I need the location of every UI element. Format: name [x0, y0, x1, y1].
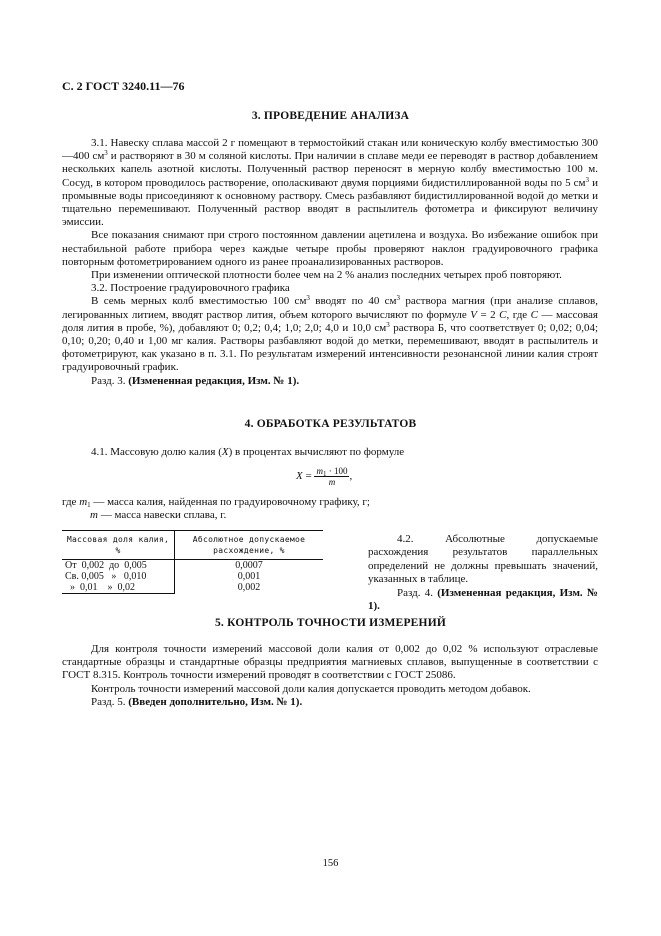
- paragraph-4-2: 4.2. Абсолютные допускаемые расхождения результатов параллельных определений не должны превышать значений, указанных в таблице. Разд. 4. (Измененная редакция, Изм. № 1).: [368, 533, 598, 613]
- paragraph-3-2: В семь мерных колб вместимостью 100 $см^3$ вводят по 40 $см^3$ раствора магния (при анализе сплавов, легированных литием, вводят раствор лития, объем которого вычисляют по формуле V = 2 C, где C — массовая доля лития в пробе, %), добавляют 0; 0,2; 0,4; 1,0; 2,0; 4,0 и 10,0 $см^3$ раствора Б, что соответствует 0; 0,02; 0,04; 0,10; 0,20; 0,40 и 1,00 мг калия. Растворы разбавляют водой до метки, перемешивают, вводят в распылитель и фотометрируют, как указано в п. 3.1. По результатам измерений интенсивности резонансной линии калия строят градуировочный график.: [62, 294, 598, 374]
- table-row: Св. 0,005 » 0,010 0,001: [62, 571, 323, 582]
- paragraph-3-1: 3.1. Навеску сплава массой 2 г помещают в термостойкий стакан или коническую колбу вместимостью 300—400 $см^3$ и растворяют в 30 м соляной кислоты. При наличии в сплаве меди ее переводят в раствор добавлением нескольких капель азотной кислоты. Полученный раствор переносят в мерную колбу вместимостью 100 м. Сосуд, в котором проводилось растворение, ополаскивают двумя порциями бидистиллированной воды по 5 $см^3$ и промывные воды присоединяют к основному раствору. Смесь разбавляют бидистиллированной водой до метки и тщательно перемешивают. Полученный раствор вводят в распылитель фотометра и фиксируют величину эмиссии.: [62, 137, 598, 229]
- formula-x: X = $\frac{m_1 \cdot 100}{m}$ ,: [296, 466, 353, 487]
- section-5-title: 5. КОНТРОЛЬ ТОЧНОСТИ ИЗМЕРЕНИЙ: [214, 617, 446, 629]
- table-header-tolerance: Абсолютное допускаемое расхождение, %: [175, 531, 324, 560]
- paragraph-4-1: 4.1. Массовую долю калия (X) в процентах вычисляют по формуле: [91, 446, 405, 458]
- table-header-content: Массовая доля калия, %: [62, 531, 175, 560]
- table-row: » 0,01 » 0,02 0,002: [62, 582, 323, 594]
- tolerance-table: [62, 530, 323, 594]
- running-header: С. 2 ГОСТ 3240.11—76: [62, 79, 185, 93]
- section-3-body: [62, 137, 598, 388]
- paragraph-3-1-repeat: При изменении оптической плотности более чем на 2 % анализ последних четырех проб повторяют.: [91, 269, 562, 282]
- page-number: 156: [322, 858, 339, 869]
- paragraph-5-control: Для контроля точности измерений массовой доли калия от 0,002 до 0,02 % используют отраслевые стандартные образцы и стандартные образцы предприятия магниевых сплавов, выпущенные в соответствии с ГОСТ 8.315. Контроль точности измерений проводят в соответствии с ГОСТ 25086.: [62, 643, 598, 682]
- formula-fraction: $\frac{m_1 \cdot 100}{m}$: [316, 466, 348, 487]
- paragraph-5-additions: Контроль точности измерений массовой доли калия допускается проводить методом добавок.: [91, 682, 531, 695]
- section-5-body: [62, 643, 598, 709]
- formula-legend: где $m_1$ — масса калия, найденная по градуировочному графику, г; m — масса навески сплава, г.: [62, 496, 370, 522]
- section-3-amendment: Разд. 3. (Измененная редакция, Изм. № 1).: [91, 374, 300, 387]
- section-5-amendment: Разд. 5. (Введен дополнительно, Изм. № 1).: [91, 695, 303, 708]
- paragraph-3-2-heading: 3.2. Построение градуировочного графика: [91, 282, 290, 295]
- table-row: От 0,002 до 0,005 0,0007: [62, 560, 323, 572]
- paragraph-3-1-readings: Все показания снимают при строго постоянном давлении ацетилена и воздуха. Во избежание ошибок при нестабильной работе прибора через каждые четыре пробы проверяют наклон градуировочного графика повторным фотометрированием одного из ранее проанализированных растворов.: [62, 229, 598, 268]
- section-4-title: 4. ОБРАБОТКА РЕЗУЛЬТАТОВ: [244, 418, 417, 430]
- section-3-title: 3. ПРОВЕДЕНИЕ АНАЛИЗА: [251, 110, 410, 122]
